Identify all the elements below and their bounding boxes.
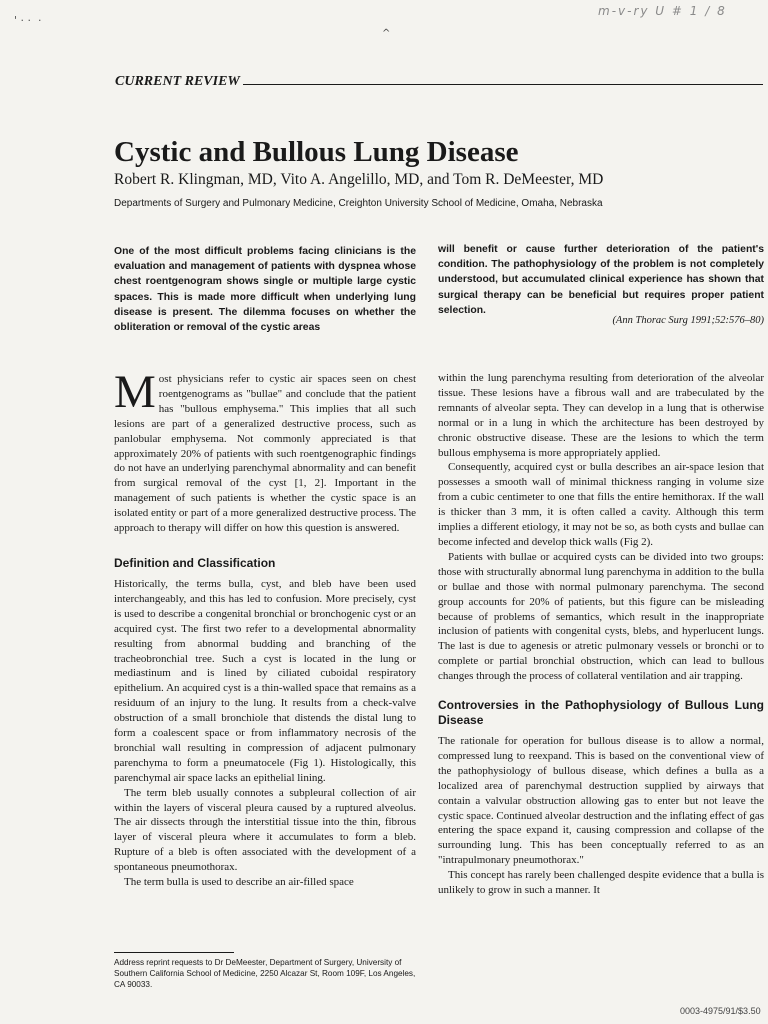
paragraph: within the lung parenchyma resulting from deterioration of the alveolar tissue. These lesions have a fibrous wall and are trabeculated by the remnants of alveolar septa. They can develop in a lung that is otherwise normal or in a lung in which the architecture has been destroyed by chronic obstructive disease. These are the lesions to which the term bullous emphysema is more appropriately applied. (438, 372, 764, 459)
drop-cap: M (114, 366, 156, 418)
abstract-left: One of the most difficult problems facing clinicians is the evaluation and management of patients with dyspnea whose chest roentgenogram shows single or multiple large cystic spaces. This is made more difficult when underlying lung disease is present. The dilemma focuses on whether the obliteration or removal of the cystic areas (114, 246, 416, 334)
body-column-right (438, 371, 764, 898)
paragraph: The term bulla is used to describe an air-filled space (124, 876, 354, 889)
body-column-left (114, 366, 416, 890)
intro-text: ost physicians refer to cystic air spaces seen on chest roentgenograms as "bullae" and conclude that the patient has "bullous emphysema." This implies that all such lesions are part of a generalized destructive process, such as panlobular emphysema. Not commonly appreciated is that approximately 20% of patients with such roentgenographic findings do not have an underlying parenchymal abnormality and can benefit from surgical removal of the cyst [1, 2]. Important in the management of such patients is whether the cystic space is an isolated entity or part of a more generalized destructive process. The approach to therapy will differ on how this question is answered. (114, 373, 416, 535)
paragraph: Patients with bullae or acquired cysts can be divided into two groups: those with structurally abnormal lung parenchyma in addition to the bulla or bullae and those with normal pulmonary parenchyma. The second group accounts for 20% of patients, but this figure can be misleading because of problems of semantics, which result in the inappropriate inclusion of patients with congenital cysts, blebs, and hyperlucent lungs. The last is due to agenesis or atretic pulmonary vessels or bronchi or to complete or partial bronchial obstruction, which can lead to bullous changes through the process of collateral ventilation and air trapping. (438, 550, 764, 683)
paragraph: The rationale for operation for bullous disease is to allow a normal, compressed lung to reexpand. This is based on the conventional view of the pathophysiology of bullous disease, which defines a bulla as a localized area of parenchymal destruction supplied by airways that contain a valvular obstruction allowing gas to enter but not leave the cystic space. Continued alveolar destruction and the inflating effect of gas entering the space expand it, causing compression and collapse of the surrounding lung. This has been conceptually referred to as an "intrapulmonary pneumothorax." (438, 735, 764, 867)
paragraph: Historically, the terms bulla, cyst, and bleb have been used interchangeably, and this has led to confusion. More precisely, cyst is used to describe a congenital bronchial or bronchogenic cyst or an acquired cyst. The first two refer to a developmental abnormality resulting from abnormal budding and branching of the tracheobronchial tree. Such a cyst is located in the lung or mediastinum and is lined by ciliated cuboidal respiratory epithelium. An acquired cyst is a thin-walled space that remains as a residuum of an injury to the lung. It results from a check-valve obstruction of a small bronchiole that distends the distal lung to form a coalescent space or from inflammatory necrosis of the bronchial wall resulting in compression of adjacent pulmonary parenchyma to form a pneumatocele (Fig 1). Histologically, this parenchymal air space lacks an epithelial lining. (114, 577, 416, 784)
paragraph: This concept has rarely been challenged despite evidence that a bulla is unlikely to grow in such a manner. It (438, 869, 764, 897)
footnote-rule (114, 952, 234, 953)
reprint-footnote: Address reprint requests to Dr DeMeester, Department of Surgery, University of Southern California School of Medicine, 2250 Alcazar St, Room 109F, Los Angeles, CA 90033. (114, 958, 416, 989)
section-rule (243, 84, 763, 85)
article-title: Cystic and Bullous Lung Disease (114, 136, 519, 168)
heading-controversies: Controversies in the Pathophysiology of Bullous Lung Disease (438, 698, 764, 728)
intro-paragraph (114, 366, 416, 536)
article-affiliation: Departments of Surgery and Pulmonary Medicine, Creighton University School of Medicine, Omaha, Nebraska (114, 198, 603, 209)
section-label: CURRENT REVIEW (115, 74, 240, 89)
paragraph: The term bleb usually connotes a subpleural collection of air within the layers of visceral pleura caused by a ruptured alveolus. The air dissects through the interstitial tissue into the thin, fibrous layer of visceral pleura where it accumulates to form a bleb. Rupture of a bleb is often associated with the development of a spontaneous pneumothorax. (114, 786, 416, 874)
scan-specks-icon: ' · · · (14, 14, 42, 27)
paragraph: Consequently, acquired cyst or bulla describes an air-space lesion that possesses a smooth wall of minimal thickness ranging in volume size from a cubic centimeter to one that fills the entire hemithorax. If the wall is thicker than 3 mm, it is often called a cavity. Although this term implies a different etiology, it may not be so, as both cysts and bullae can become infected and develop thick walls (Fig 2). (438, 461, 764, 548)
journal-citation: (Ann Thorac Surg 1991;52:576–80) (612, 315, 764, 326)
abstract-right: will benefit or cause further deterioration of the patient's condition. The pathophysiology of the problem is not completely understood, but accumulated clinical experience has shown that surgical therapy can be beneficial but requires proper patient selection. (438, 244, 764, 316)
handwritten-note: m-v-ry U # 1 / 8 (598, 4, 727, 18)
article-authors: Robert R. Klingman, MD, Vito A. Angelillo, MD, and Tom R. DeMeester, MD (114, 171, 604, 188)
heading-definition: Definition and Classification (114, 555, 276, 570)
footer-code: 0003-4975/91/$3.50 (680, 1006, 761, 1016)
caret-mark-icon: ^ (382, 28, 391, 39)
